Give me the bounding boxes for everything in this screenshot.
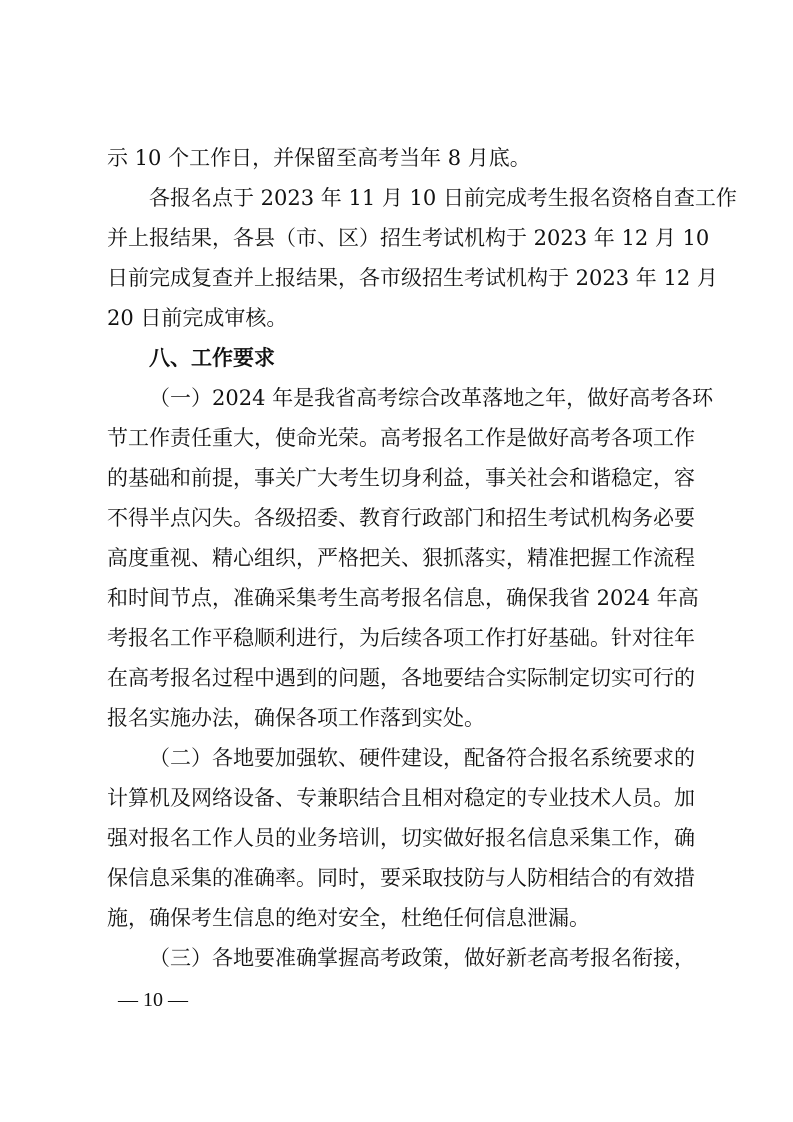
text-line-19: 保信息采集的准确率。同时，要采取技防与人防相结合的有效措 [107, 866, 695, 890]
text-line-15: 报名实施办法，确保各项工作落到实处。 [107, 706, 485, 730]
text-line-14: 在高考报名过程中遇到的问题，各地要结合实际制定切实可行的 [107, 666, 695, 690]
text-line-11: 高度重视、精心组织，严格把关、狠抓落实，精准把握工作流程 [107, 546, 695, 570]
text-line-12: 和时间节点，准确采集考生高考报名信息，确保我省 2024 年高 [107, 586, 699, 610]
text-line-2: 各报名点于 2023 年 11 月 10 日前完成考生报名资格自查工作 [149, 186, 737, 210]
text-line-13: 考报名工作平稳顺利进行，为后续各项工作打好基础。针对往年 [107, 626, 695, 650]
text-line-9: 的基础和前提，事关广大考生切身利益，事关社会和谐稳定，容 [107, 466, 695, 490]
text-line-3: 并上报结果，各县（市、区）招生考试机构于 2023 年 12 月 10 [107, 226, 710, 250]
text-line-8: 节工作责任重大，使命光荣。高考报名工作是做好高考各项工作 [107, 426, 695, 450]
text-line-5: 20 日前完成审核。 [107, 306, 288, 330]
text-line-1: 示 10 个工作日，并保留至高考当年 8 月底。 [107, 146, 531, 170]
text-line-10: 不得半点闪失。各级招委、教育行政部门和招生考试机构务必要 [107, 506, 695, 530]
text-line-17: 计算机及网络设备、专兼职结合且相对稳定的专业技术人员。加 [107, 786, 695, 810]
text-line-16: （二）各地要加强软、硬件建设，配备符合报名系统要求的 [149, 746, 695, 770]
text-line-21: （三）各地要准确掌握高考政策，做好新老高考报名衔接， [149, 946, 695, 970]
page-number: — 10 — [118, 989, 188, 1011]
text-line-18: 强对报名工作人员的业务培训，切实做好报名信息采集工作，确 [107, 826, 695, 850]
text-line-4: 日前完成复查并上报结果，各市级招生考试机构于 2023 年 12 月 [107, 266, 718, 290]
text-line-20: 施，确保考生信息的绝对安全，杜绝任何信息泄漏。 [107, 906, 590, 930]
text-line-7: （一）2024 年是我省高考综合改革落地之年，做好高考各环 [149, 386, 714, 410]
section-heading: 八、工作要求 [149, 346, 275, 370]
